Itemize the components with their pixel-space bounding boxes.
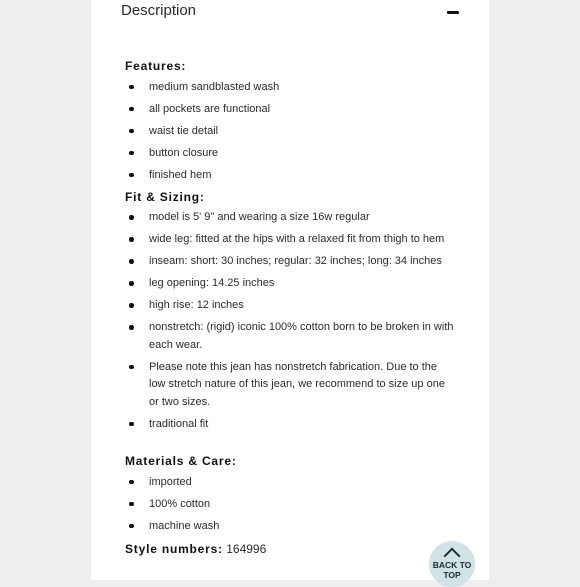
list-item: machine wash <box>125 518 455 536</box>
fit-sizing-heading: Fit & Sizing: <box>125 189 205 204</box>
list-item: finished hem <box>125 167 455 185</box>
list-item: model is 5' 9" and wearing a size 16w regular <box>125 209 455 227</box>
style-numbers-label: Style numbers: <box>125 542 223 556</box>
features-heading: Features: <box>125 59 187 73</box>
back-to-top-button[interactable] <box>429 541 475 587</box>
list-item: inseam: short: 30 inches; regular: 32 inches; long: 34 inches <box>125 253 455 271</box>
list-item: imported <box>125 474 455 492</box>
fit-sizing-list <box>125 209 455 433</box>
list-item: all pockets are functional <box>125 101 455 119</box>
back-to-top-label: BACK TO TOP <box>432 560 472 580</box>
list-item: wide leg: fitted at the hips with a relaxed fit from thigh to hem <box>125 231 455 249</box>
list-item: waist tie detail <box>125 123 455 141</box>
description-content <box>125 58 455 557</box>
materials-care-list <box>125 474 455 536</box>
list-item: traditional fit <box>125 416 455 434</box>
style-numbers <box>125 541 455 557</box>
description-header[interactable] <box>121 0 461 26</box>
list-item: 100% cotton <box>125 496 455 514</box>
list-item: high rise: 12 inches <box>125 297 455 315</box>
list-item: Please note this jean has nonstretch fabrication. Due to the low stretch nature of this jean, we recommend to size up one or two sizes. <box>125 359 455 412</box>
list-item: medium sandblasted wash <box>125 79 455 97</box>
description-panel <box>91 0 489 580</box>
materials-care-heading: Materials & Care: <box>125 454 237 468</box>
features-list <box>125 79 455 185</box>
collapse-minus-icon[interactable] <box>445 3 461 19</box>
list-item: button closure <box>125 145 455 163</box>
style-numbers-value: 164996 <box>226 542 267 556</box>
list-item: nonstretch: (rigid) iconic 100% cotton born to be broken in with each wear. <box>125 319 455 354</box>
list-item: leg opening: 14.25 inches <box>125 275 455 293</box>
description-title: Description <box>121 2 197 19</box>
